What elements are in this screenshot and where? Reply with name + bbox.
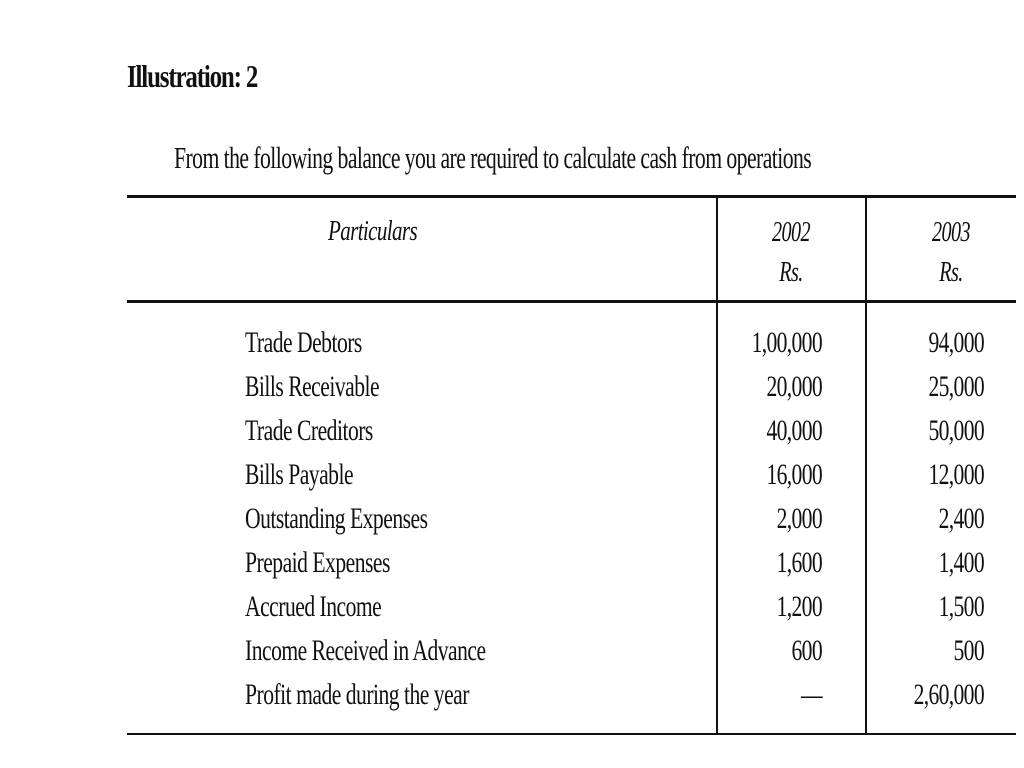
- row-value-2002: 1,00,000: [751, 326, 822, 359]
- row-label: Trade Debtors: [245, 326, 362, 359]
- problem-statement: From the following balance you are required to calculate cash from operations: [174, 140, 812, 175]
- table-bottom-rule: [127, 733, 1016, 735]
- row-value-2002: —: [801, 678, 822, 711]
- table-header-rule: [127, 300, 1016, 303]
- row-label: Outstanding Expenses: [245, 502, 428, 535]
- row-value-2002: 16,000: [766, 458, 822, 491]
- document-title: Illustration: 2: [127, 58, 258, 94]
- row-value-2003: 2,400: [938, 502, 984, 535]
- row-value-2002: 20,000: [766, 370, 822, 403]
- table-row: [0, 370, 1024, 414]
- row-label: Accrued Income: [245, 590, 382, 623]
- row-label: Income Received in Advance: [245, 634, 486, 667]
- table-row: [0, 546, 1024, 590]
- table-row: [0, 678, 1024, 722]
- row-label: Prepaid Expenses: [245, 546, 390, 579]
- header-2002-unit: Rs.: [779, 257, 803, 288]
- table-row: [0, 502, 1024, 546]
- row-value-2002: 40,000: [766, 414, 822, 447]
- table-row: [0, 590, 1024, 634]
- row-value-2003: 1,500: [938, 590, 984, 623]
- row-value-2003: 2,60,000: [913, 678, 984, 711]
- row-label: Profit made during the year: [245, 678, 469, 711]
- row-value-2003: 94,000: [928, 326, 984, 359]
- row-value-2003: 1,400: [938, 546, 984, 579]
- row-label: Bills Receivable: [245, 370, 380, 403]
- table-row: [0, 458, 1024, 502]
- row-value-2002: 1,600: [776, 546, 822, 579]
- row-label: Bills Payable: [245, 458, 354, 491]
- table-row: [0, 634, 1024, 678]
- header-2003-unit: Rs.: [939, 257, 963, 288]
- header-2003: [908, 213, 994, 293]
- row-value-2003: 50,000: [928, 414, 984, 447]
- row-value-2003: 25,000: [928, 370, 984, 403]
- table-body: [0, 326, 1024, 722]
- row-value-2003: 12,000: [928, 458, 984, 491]
- header-2002: [748, 213, 834, 293]
- table-row: [0, 326, 1024, 370]
- row-value-2003: 500: [953, 634, 984, 667]
- table-top-rule: [127, 195, 1016, 198]
- table-row: [0, 414, 1024, 458]
- header-2002-year: 2002: [771, 217, 811, 248]
- row-value-2002: 2,000: [776, 502, 822, 535]
- row-value-2002: 1,200: [776, 590, 822, 623]
- header-2003-year: 2003: [931, 217, 971, 248]
- row-label: Trade Creditors: [245, 414, 373, 447]
- header-particulars: Particulars: [328, 216, 418, 247]
- row-value-2002: 600: [791, 634, 822, 667]
